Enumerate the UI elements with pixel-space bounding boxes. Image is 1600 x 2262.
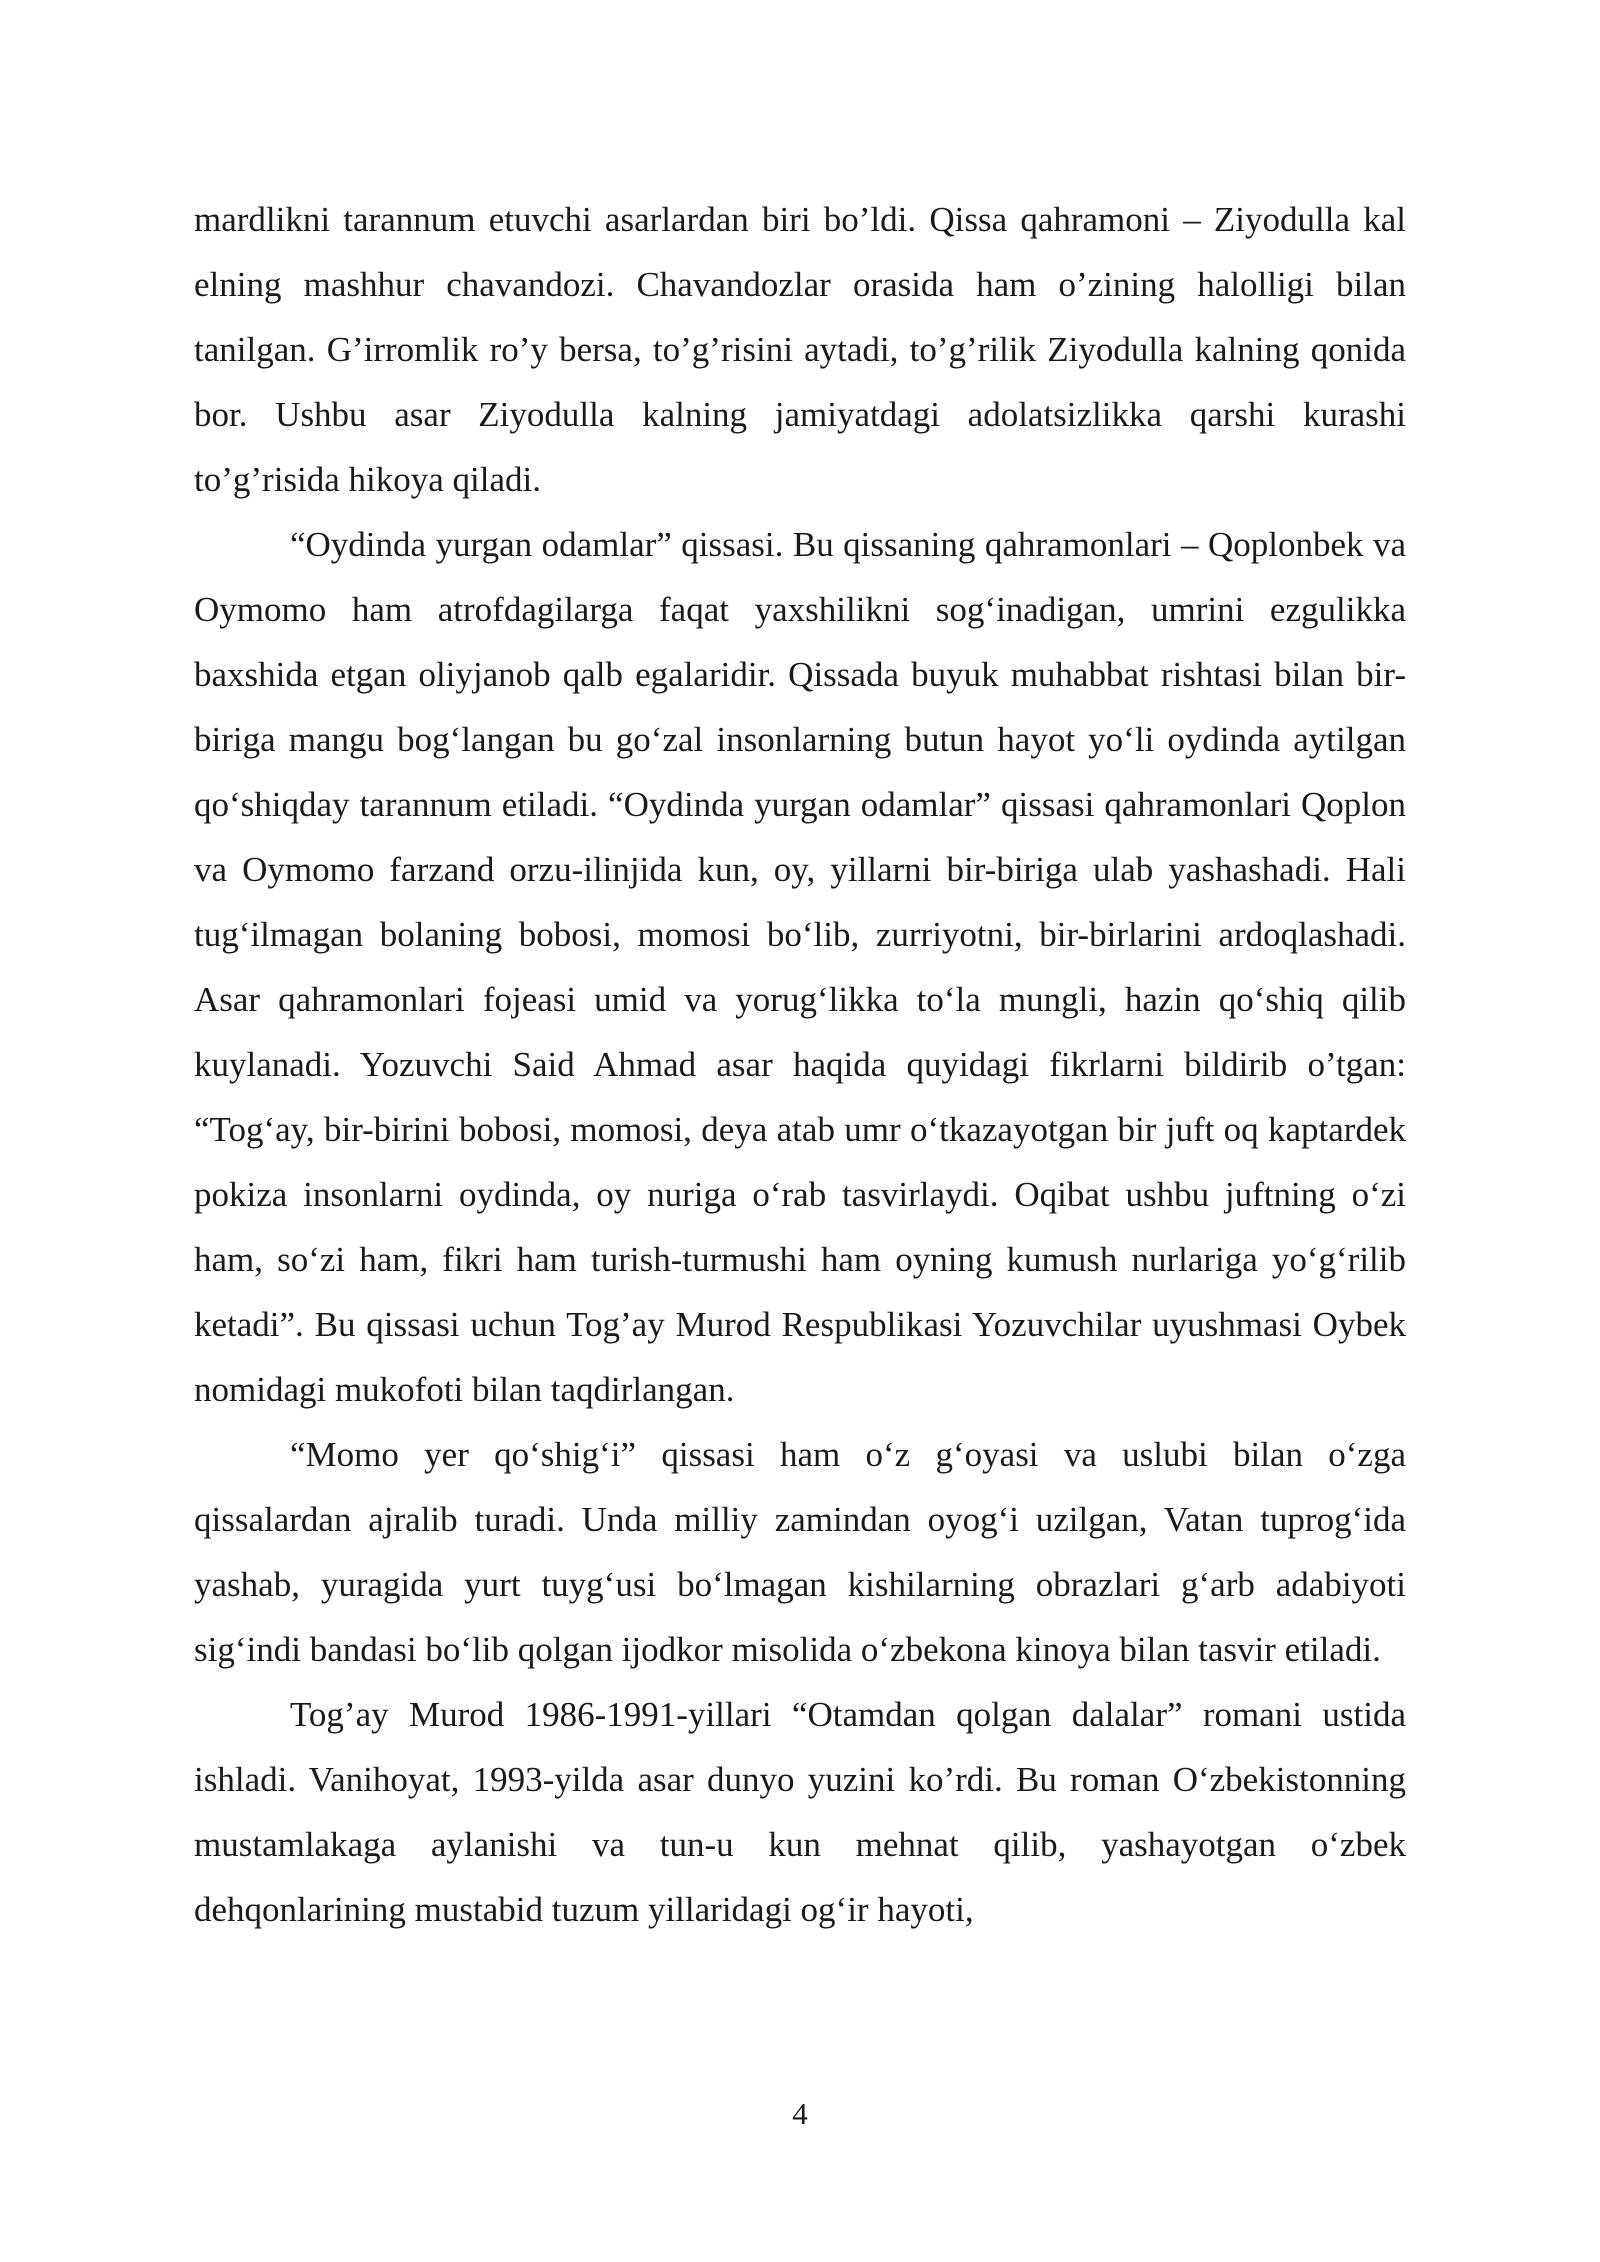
paragraph-momo-yer: “Momo yer qo‘shig‘i” qissasi ham o‘z g‘oyasi va uslubi bilan o‘zga qissalardan ajralib turadi. Unda milliy zamindan oyog‘i uzilgan, Vatan tuprog‘ida yashab, yuragida yurt tuyg‘usi bo‘lmagan kishilarning obrazlari g‘arb adabiyoti sig‘indi bandasi bo‘lib qolgan ijodkor misolida o‘zbekona kinoya bilan tasvir etiladi. <box>194 1435 1406 1669</box>
body-text <box>194 187 1406 1942</box>
paragraph-continuation: mardlikni tarannum etuvchi asarlardan biri bo’ldi. Qissa qahramoni – Ziyodulla kal elning mashhur chavandozi. Chavandozlar orasida ham o’zining halolligi bilan tanilgan. G’irromlik ro’y bersa, to’g’risini aytadi, to’g’rilik Ziyodulla kalning qonida bor. Ushbu asar Ziyodulla kalning jamiyatdagi adolatsizlikka qarshi kurashi to’g’risida hikoya qiladi. <box>194 200 1406 499</box>
paragraph-oydinda: “Oydinda yurgan odamlar” qissasi. Bu qissaning qahramonlari – Qoplonbek va Oymomo ham atrofdagilarga faqat yaxshilikni sog‘inadigan, umrini ezgulikka baxshida etgan oliyjanob qalb egalaridir. Qissada buyuk muhabbat rishtasi bilan bir-biriga mangu bog‘langan bu go‘zal insonlarning butun hayot yo‘li oydinda aytilgan qo‘shiqday tarannum etiladi. “Oydinda yurgan odamlar” qissasi qahramonlari Qoplon va Oymomo farzand orzu-ilinjida kun, oy, yillarni bir-biriga ulab yashashadi. Hali tug‘ilmagan bolaning bobosi, momosi bo‘lib, zurriyotni, bir-birlarini ardoqlashadi. Asar qahramonlari fojeasi umid va yorug‘likka to‘la mungli, hazin qo‘shiq qilib kuylanadi. Yozuvchi Said Ahmad asar haqida quyidagi fikrlarni bildirib o’tgan: “Tog‘ay, bir-birini bobosi, momosi, deya atab umr o‘tkazayotgan bir juft oq kaptardek pokiza insonlarni oydinda, oy nuriga o‘rab tasvirlaydi. Oqibat ushbu juftning o‘zi ham, so‘zi ham, fikri ham turish-turmushi ham oyning kumush nurlariga yo‘g‘rilib ketadi”. Bu qissasi uchun Tog’ay Murod Respublikasi Yozuvchilar uyushmasi Oybek nomidagi mukofoti bilan taqdirlangan. <box>194 525 1406 1409</box>
page-number: 4 <box>792 2096 808 2131</box>
paragraph-otamdan: Tog’ay Murod 1986-1991-yillari “Otamdan qolgan dalalar” romani ustida ishladi. Vanihoyat, 1993-yilda asar dunyo yuzini ko’rdi. Bu roman O‘zbekistonning mustamlakaga aylanishi va tun-u kun mehnat qilib, yashayotgan o‘zbek dehqonlarining mustabid tuzum yillaridagi og‘ir hayoti, <box>194 1695 1406 1929</box>
